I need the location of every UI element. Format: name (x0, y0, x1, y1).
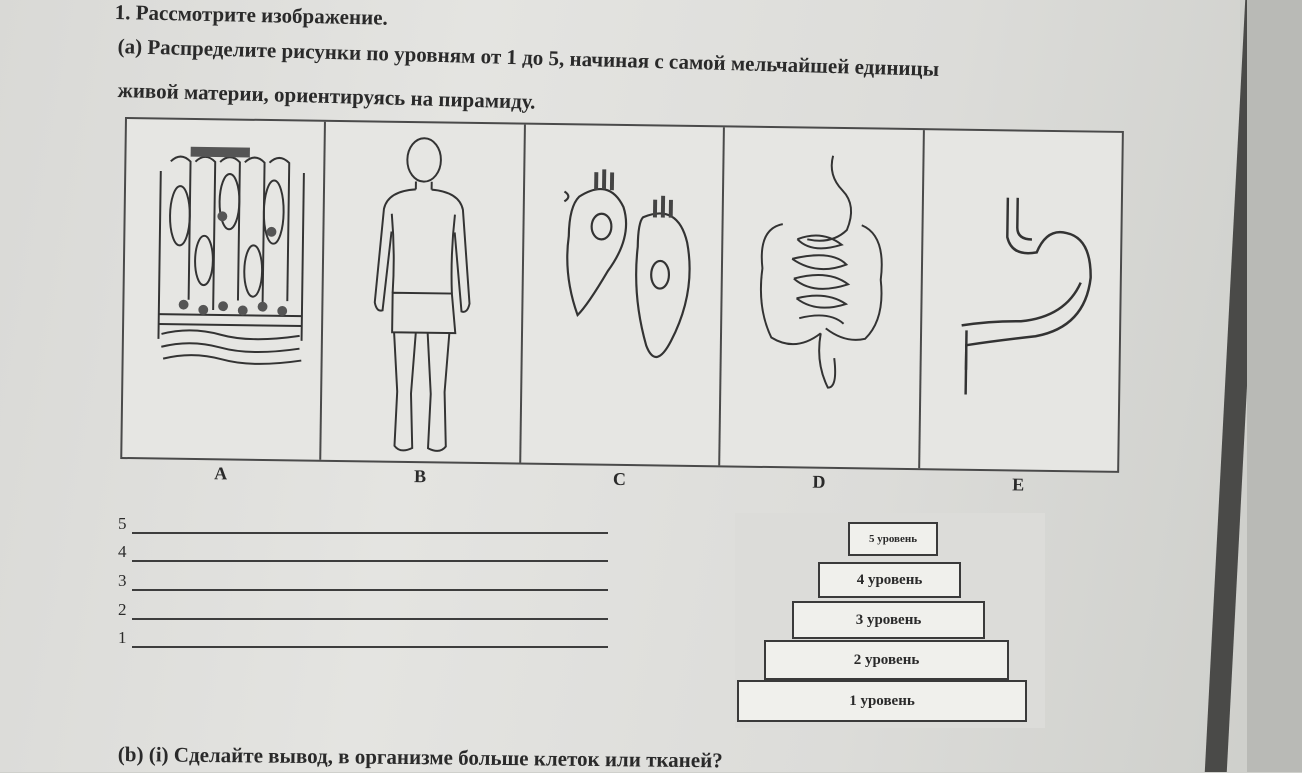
intestines-icon (720, 127, 922, 468)
panel-d-label: D (812, 471, 826, 492)
part-a-text-line2: живой материи, ориентируясь на пирамиду. (117, 78, 536, 114)
task-header: 1. Рассмотрите изображение. (114, 0, 389, 30)
pyramid-level-4: 4 уровень (818, 562, 961, 598)
answer-line-2[interactable]: 2 (118, 600, 608, 626)
panel-b-label: B (413, 466, 427, 487)
panel-c-label: C (612, 468, 627, 490)
part-b-text: (b) (i) Сделайте вывод, в организме больше клеток или тканей? (117, 742, 723, 773)
panel-e-label: E (1012, 474, 1025, 495)
panel-a (122, 119, 326, 484)
panel-e (920, 130, 1122, 495)
pyramid-level-3: 3 уровень (792, 601, 985, 639)
panel-a-label: A (214, 463, 228, 484)
cells-icon (521, 125, 723, 466)
background-wall (1247, 0, 1302, 772)
panel-b (322, 122, 526, 487)
human-body-icon (322, 122, 524, 463)
answer-line-4[interactable]: 4 (118, 542, 608, 568)
answer-line-1[interactable]: 1 (118, 628, 608, 654)
part-a-text-line1: (a) Распределите рисунки по уровням от 1 до 5, начиная с самой мельчайшей единицы (117, 34, 940, 81)
pyramid-level-2: 2 уровень (764, 640, 1009, 680)
stomach-icon (920, 130, 1122, 471)
panel-c (521, 125, 725, 490)
tissue-icon (122, 119, 324, 460)
answer-line-5[interactable]: 5 (118, 514, 608, 540)
panel-d (720, 127, 924, 492)
pyramid-level-5: 5 уровень (848, 522, 938, 556)
answer-line-3[interactable]: 3 (118, 571, 608, 597)
pyramid-level-1: 1 уровень (737, 680, 1027, 722)
images-frame (120, 117, 1124, 495)
